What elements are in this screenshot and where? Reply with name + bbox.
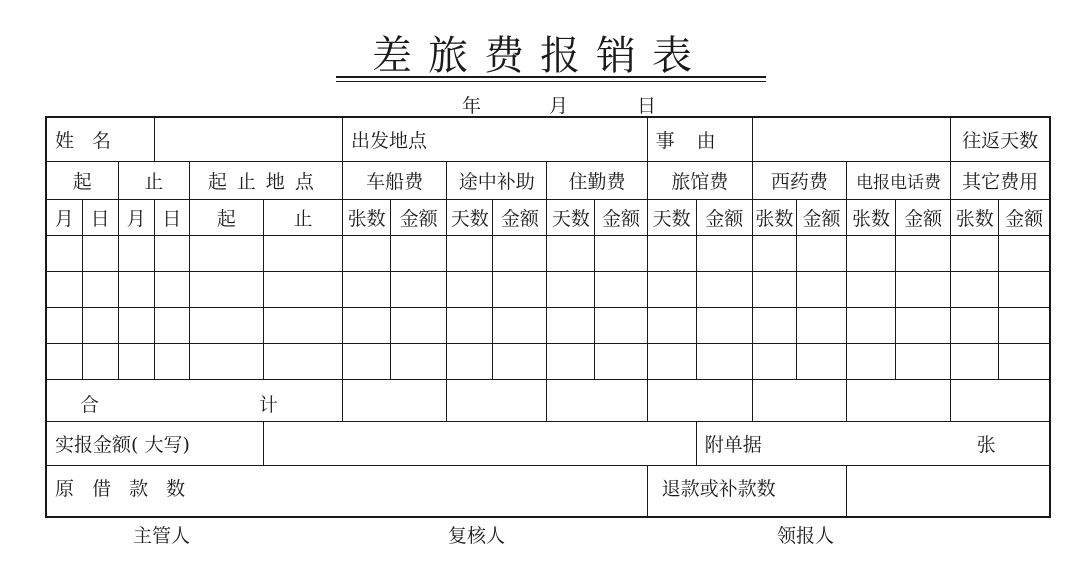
hotel-days-header: 天数	[647, 199, 696, 235]
start-day-header: 日	[82, 199, 118, 235]
cell[interactable]	[846, 271, 895, 307]
cell[interactable]	[547, 271, 595, 307]
total-label-ji: 计	[259, 393, 279, 416]
departure-label: 出发地点	[343, 117, 648, 161]
cell[interactable]	[391, 307, 447, 343]
header-row-subcolumns	[46, 199, 1050, 235]
cell[interactable]	[154, 235, 189, 271]
hotel-header: 旅馆费	[647, 161, 752, 199]
telecom-amount-header: 金额	[896, 199, 951, 235]
cell[interactable]	[896, 235, 951, 271]
to-header: 止	[263, 199, 342, 235]
cell[interactable]	[447, 271, 493, 307]
title-underline	[336, 76, 766, 78]
attachments-cell[interactable]	[696, 421, 1050, 465]
cell[interactable]	[752, 343, 796, 379]
cell[interactable]	[154, 271, 189, 307]
cell[interactable]	[46, 235, 82, 271]
start-header: 起	[46, 161, 118, 199]
vehicle-fare-header: 车船费	[343, 161, 447, 199]
reviewer-label: 复核人	[448, 525, 506, 547]
expense-form-table	[45, 116, 1051, 518]
vehicle-amount-header: 金额	[391, 199, 447, 235]
cell[interactable]	[391, 271, 447, 307]
original-loan-label[interactable]	[46, 465, 647, 517]
cell[interactable]	[647, 271, 696, 307]
other-header: 其它费用	[951, 161, 1050, 199]
cell[interactable]	[951, 343, 999, 379]
medicine-header: 西药费	[752, 161, 846, 199]
cell[interactable]	[796, 235, 846, 271]
cell[interactable]	[263, 343, 342, 379]
name-label: 姓 名	[46, 117, 154, 161]
cell[interactable]	[999, 307, 1050, 343]
cell[interactable]	[547, 307, 595, 343]
cell[interactable]	[154, 343, 189, 379]
date-year-label: 年	[462, 95, 482, 117]
name-field[interactable]	[154, 117, 342, 161]
other-amount-header: 金额	[999, 199, 1050, 235]
attachments-label: 附单据	[704, 433, 762, 456]
cell[interactable]	[493, 307, 547, 343]
total-telecom[interactable]	[846, 379, 950, 421]
cell[interactable]	[189, 307, 263, 343]
form-title: 差旅费报销表	[372, 33, 708, 79]
reason-label: 事 由	[647, 117, 752, 161]
cell[interactable]	[118, 235, 154, 271]
cell[interactable]	[82, 271, 118, 307]
claim-amount-label: 实报金额( 大写)	[46, 421, 263, 465]
loan-row	[46, 465, 1050, 517]
cell[interactable]	[752, 235, 796, 271]
hotel-amount-header: 金额	[696, 199, 752, 235]
claim-row	[46, 421, 1050, 465]
table-row	[46, 343, 1050, 379]
medicine-count-header: 张数	[752, 199, 796, 235]
cell[interactable]	[343, 271, 391, 307]
cell[interactable]	[391, 235, 447, 271]
cell[interactable]	[951, 235, 999, 271]
claim-amount-field[interactable]	[263, 421, 696, 465]
cell[interactable]	[647, 235, 696, 271]
medicine-amount-header: 金额	[796, 199, 846, 235]
stay-days-header: 天数	[547, 199, 595, 235]
cell[interactable]	[796, 343, 846, 379]
cell[interactable]	[696, 343, 752, 379]
cell[interactable]	[752, 307, 796, 343]
header-row-categories	[46, 161, 1050, 199]
cell[interactable]	[595, 307, 647, 343]
cell[interactable]	[493, 343, 547, 379]
cell[interactable]	[82, 235, 118, 271]
cell[interactable]	[696, 235, 752, 271]
cell[interactable]	[595, 271, 647, 307]
travel-subsidy-header: 途中补助	[447, 161, 547, 199]
total-hotel[interactable]	[647, 379, 752, 421]
cell[interactable]	[846, 343, 895, 379]
from-header: 起	[189, 199, 263, 235]
claimant-label: 领报人	[777, 525, 835, 547]
header-row-name	[46, 117, 1050, 161]
cell[interactable]	[46, 307, 82, 343]
cell[interactable]	[796, 271, 846, 307]
telecom-header: 电报电话费	[846, 161, 950, 199]
cell[interactable]	[846, 235, 895, 271]
cell[interactable]	[263, 271, 342, 307]
cell[interactable]	[82, 307, 118, 343]
cell[interactable]	[447, 235, 493, 271]
cell[interactable]	[118, 343, 154, 379]
end-day-header: 日	[154, 199, 189, 235]
table-row	[46, 235, 1050, 271]
cell[interactable]	[118, 271, 154, 307]
cell[interactable]	[189, 235, 263, 271]
travel-days-header: 天数	[447, 199, 493, 235]
cell[interactable]	[493, 271, 547, 307]
attachments-unit: 张	[976, 433, 996, 456]
cell[interactable]	[647, 307, 696, 343]
end-month-header: 月	[118, 199, 154, 235]
date-month-label: 月	[549, 95, 569, 117]
table-row	[46, 271, 1050, 307]
total-label	[46, 379, 343, 421]
cell[interactable]	[595, 235, 647, 271]
start-month-header: 月	[46, 199, 82, 235]
total-other[interactable]	[951, 379, 1050, 421]
cell[interactable]	[696, 271, 752, 307]
cell[interactable]	[896, 271, 951, 307]
total-row	[46, 379, 1050, 421]
cell[interactable]	[547, 343, 595, 379]
cell[interactable]	[796, 307, 846, 343]
route-header: 起止地点	[189, 161, 342, 199]
cell[interactable]	[846, 307, 895, 343]
total-travel[interactable]	[447, 379, 547, 421]
stay-amount-header: 金额	[595, 199, 647, 235]
total-stay[interactable]	[547, 379, 647, 421]
round-trip-days-label: 往返天数	[951, 117, 1050, 161]
original-loan-text: 原 借 款 数	[55, 477, 192, 500]
cell[interactable]	[999, 235, 1050, 271]
cell[interactable]	[951, 271, 999, 307]
total-vehicle[interactable]	[343, 379, 447, 421]
cell[interactable]	[189, 271, 263, 307]
title-underline-thin	[336, 81, 766, 82]
cell[interactable]	[343, 235, 391, 271]
cell[interactable]	[263, 235, 342, 271]
cell[interactable]	[263, 307, 342, 343]
supervisor-label: 主管人	[133, 525, 191, 547]
cell[interactable]	[951, 307, 999, 343]
cell[interactable]	[189, 343, 263, 379]
cell[interactable]	[896, 343, 951, 379]
date-day-label: 日	[637, 95, 657, 117]
cell[interactable]	[999, 343, 1050, 379]
cell[interactable]	[343, 343, 391, 379]
cell[interactable]	[154, 307, 189, 343]
cell[interactable]	[82, 343, 118, 379]
vehicle-count-header: 张数	[343, 199, 391, 235]
telecom-count-header: 张数	[846, 199, 895, 235]
total-medicine[interactable]	[752, 379, 846, 421]
cell[interactable]	[696, 307, 752, 343]
cell[interactable]	[896, 307, 951, 343]
cell[interactable]	[118, 307, 154, 343]
cell[interactable]	[547, 235, 595, 271]
table-row	[46, 307, 1050, 343]
cell[interactable]	[447, 307, 493, 343]
reason-field[interactable]	[752, 117, 950, 161]
cell[interactable]	[493, 235, 547, 271]
total-label-he: 合	[80, 393, 100, 416]
cell[interactable]	[343, 307, 391, 343]
cell[interactable]	[447, 343, 493, 379]
end-header: 止	[118, 161, 189, 199]
cell[interactable]	[647, 343, 696, 379]
cell[interactable]	[46, 271, 82, 307]
travel-amount-header: 金额	[493, 199, 547, 235]
stay-subsidy-header: 住勤费	[547, 161, 647, 199]
cell[interactable]	[752, 271, 796, 307]
cell[interactable]	[999, 271, 1050, 307]
refund-label: 退款或补款数	[647, 465, 846, 517]
other-count-header: 张数	[951, 199, 999, 235]
cell[interactable]	[595, 343, 647, 379]
refund-field[interactable]	[846, 465, 1050, 517]
cell[interactable]	[391, 343, 447, 379]
cell[interactable]	[46, 343, 82, 379]
